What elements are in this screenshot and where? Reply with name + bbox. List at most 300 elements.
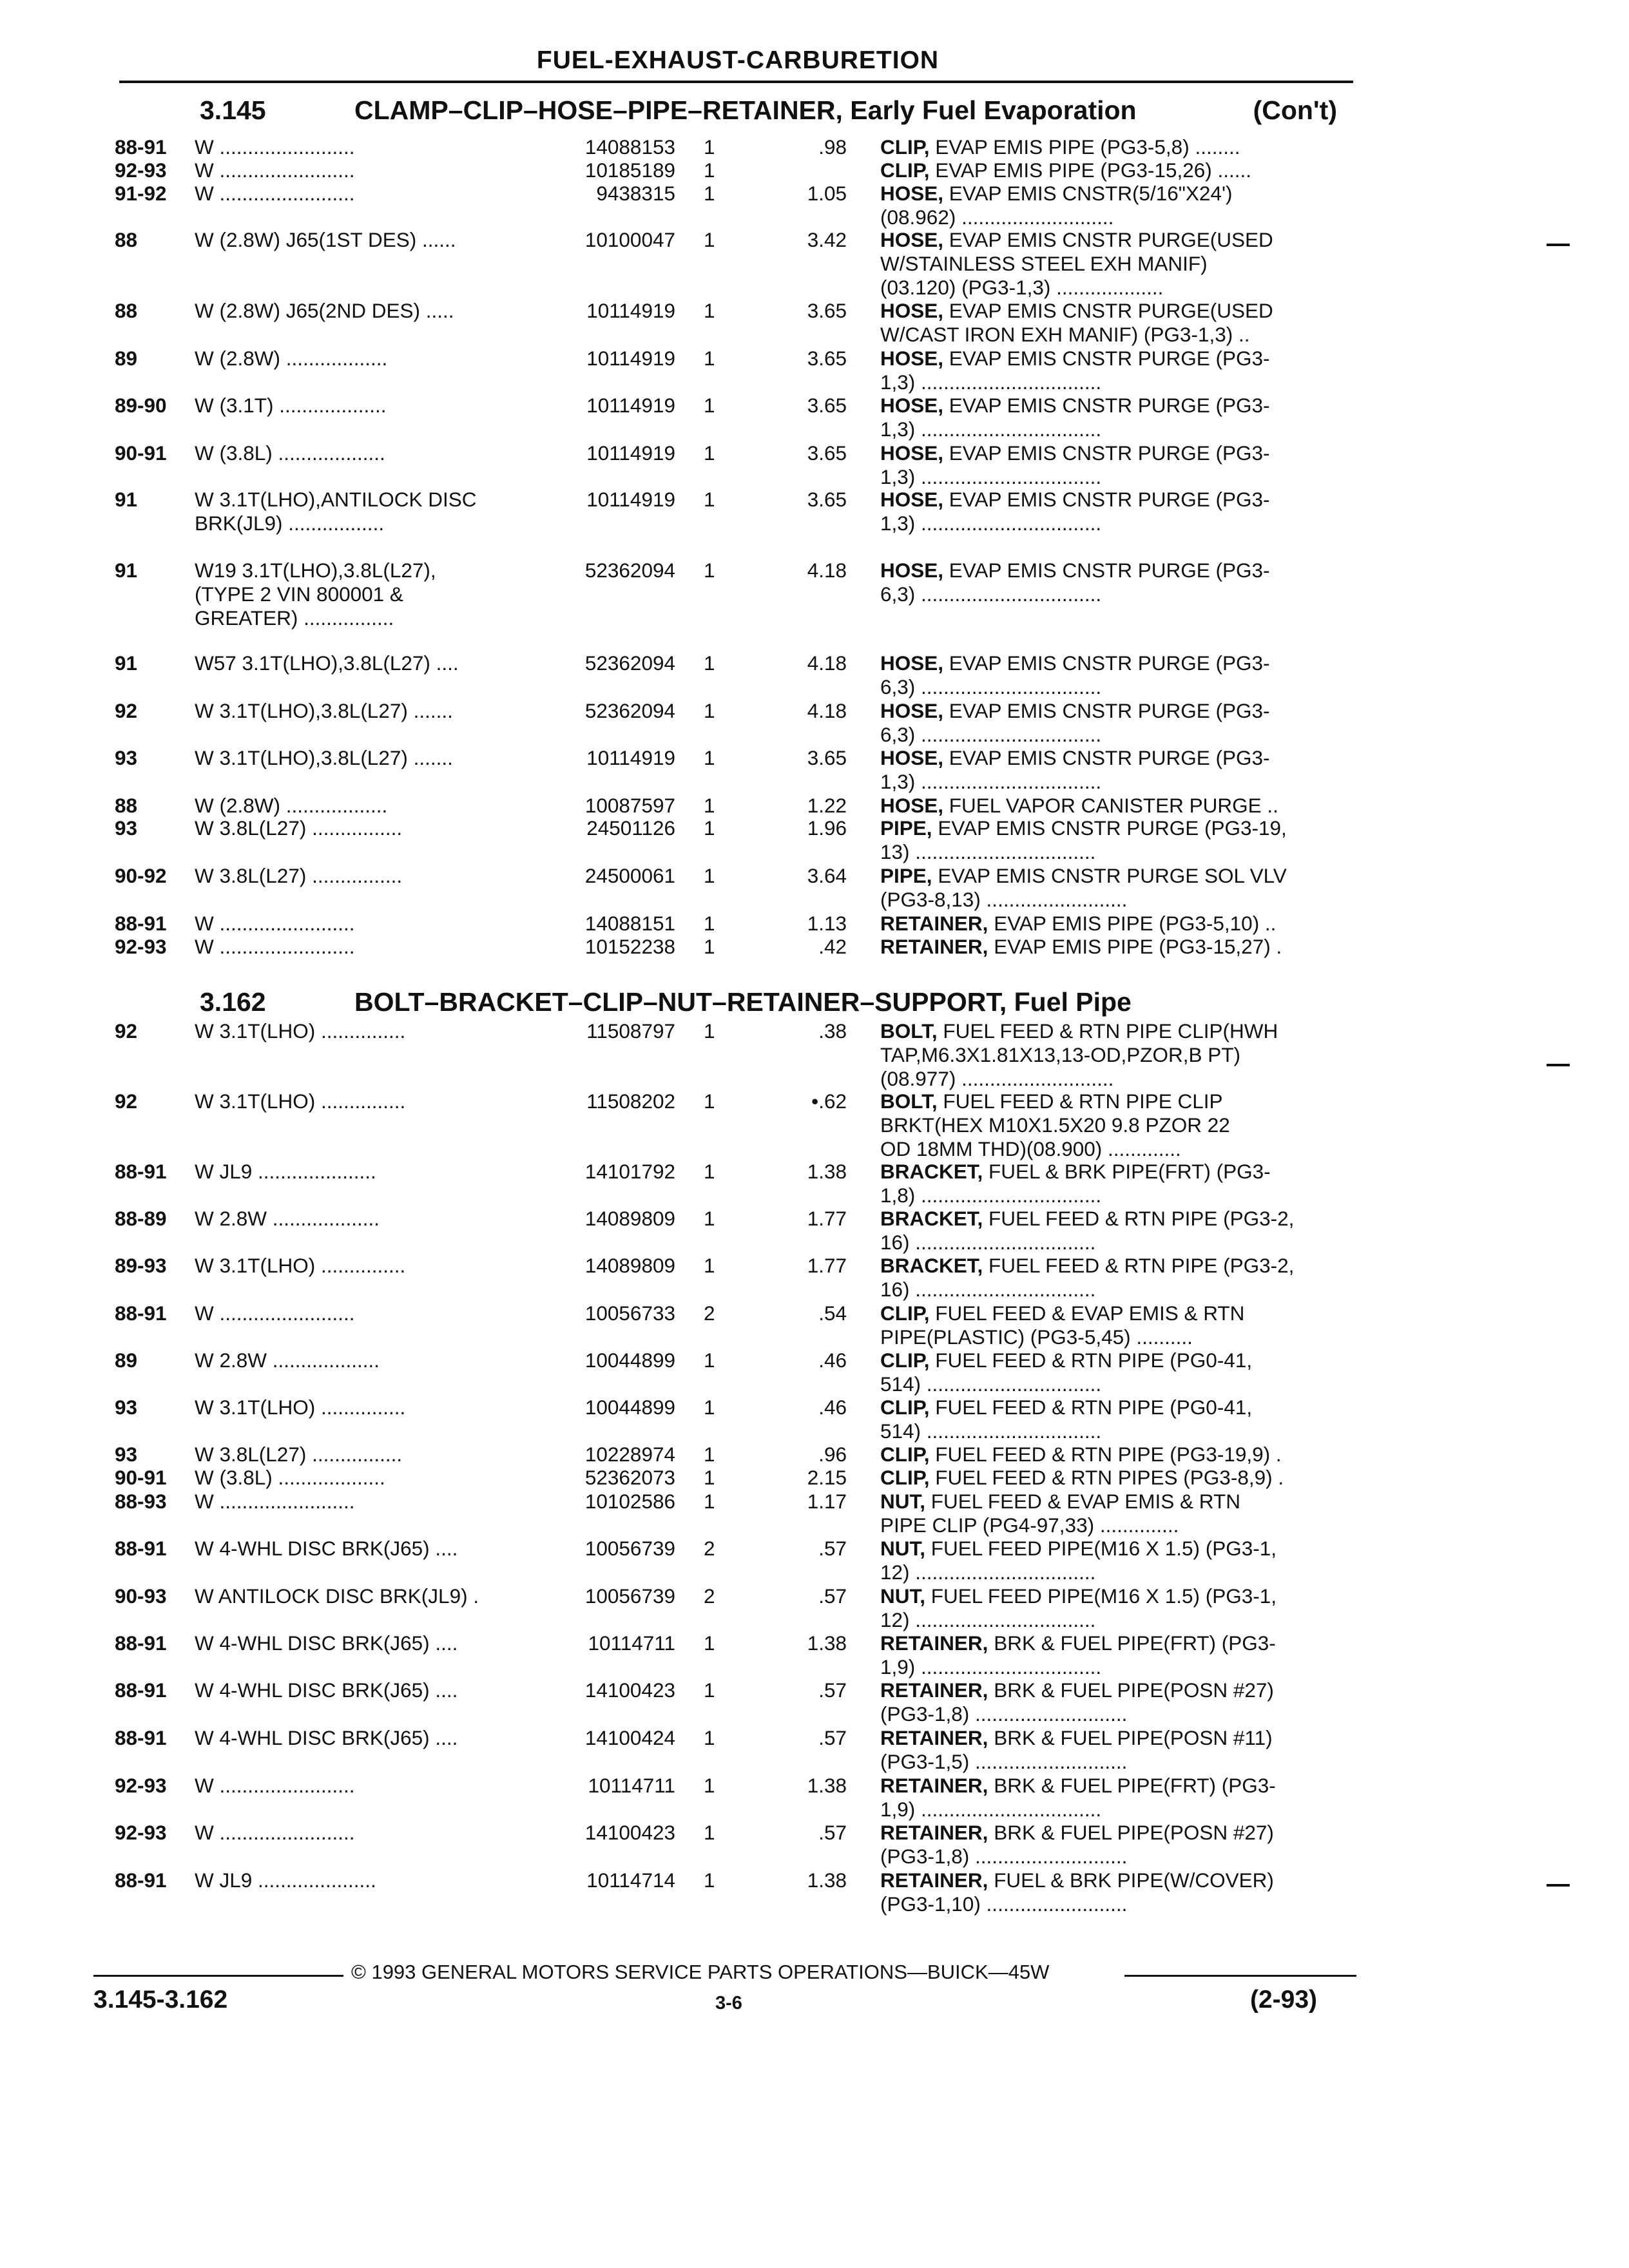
- part-description: [880, 559, 1358, 606]
- quantity: 1: [704, 1160, 715, 1183]
- part-description: [880, 1443, 1358, 1466]
- part-number: 10114919: [586, 394, 675, 417]
- part-description-text: EVAP EMIS CNSTR PURGE (PG3- 6,3) ................................: [880, 559, 1270, 606]
- application: W ........................: [195, 135, 355, 159]
- part-description-text: BRK & FUEL PIPE(FRT) (PG3- 1,9) ................................: [880, 1631, 1276, 1678]
- part-description: [880, 159, 1358, 182]
- model-years: 88: [115, 228, 138, 251]
- part-description-text: FUEL FEED & EVAP EMIS & RTN PIPE CLIP (PG4-97,33) ..............: [880, 1490, 1240, 1537]
- quantity: 2: [704, 1584, 715, 1608]
- part-description: [880, 1678, 1358, 1726]
- footer-rule-right: [1124, 1975, 1356, 1977]
- part-name: RETAINER,: [880, 1869, 988, 1892]
- part-description-text: EVAP EMIS CNSTR PURGE (PG3- 6,3) ................................: [880, 699, 1270, 746]
- application: W (2.8W) J65(1ST DES) ......: [195, 228, 456, 251]
- model-years: 88-91: [115, 1631, 167, 1655]
- price: 1.17: [807, 1490, 847, 1513]
- part-description-text: EVAP EMIS CNSTR PURGE (PG3- 6,3) ................................: [880, 651, 1270, 698]
- part-name: BOLT,: [880, 1019, 938, 1043]
- application: W 4-WHL DISC BRK(J65) ....: [195, 1631, 458, 1655]
- part-description: [880, 1584, 1358, 1632]
- application: W JL9 .....................: [195, 1160, 376, 1183]
- quantity: 1: [704, 394, 715, 417]
- application: W (3.8L) ...................: [195, 441, 385, 465]
- part-description: [880, 1349, 1358, 1396]
- quantity: 1: [704, 159, 715, 182]
- model-years: 93: [115, 816, 138, 840]
- price: 1.77: [807, 1207, 847, 1230]
- model-years: 92-93: [115, 1821, 167, 1844]
- application: W57 3.1T(LHO),3.8L(L27) ....: [195, 651, 459, 675]
- part-description: [880, 347, 1358, 394]
- price: 3.65: [807, 299, 847, 322]
- footer-copyright: © 1993 GENERAL MOTORS SERVICE PARTS OPERATIONS—BUICK—45W: [351, 1961, 1050, 1983]
- part-description-text: FUEL & BRK PIPE(W/COVER) (PG3-1,10) .........................: [880, 1869, 1274, 1916]
- price: .57: [818, 1584, 847, 1608]
- part-description-text: EVAP EMIS CNSTR PURGE (PG3- 1,3) ................................: [880, 347, 1270, 394]
- model-years: 93: [115, 746, 138, 769]
- model-years: 92: [115, 1090, 138, 1113]
- part-description-text: EVAP EMIS PIPE (PG3-15,27) .: [994, 935, 1282, 958]
- footer-section-range: 3.145-3.162: [93, 1986, 228, 2013]
- quantity: 1: [704, 935, 715, 958]
- model-years: 88-91: [115, 1302, 167, 1325]
- quantity: 1: [704, 441, 715, 465]
- quantity: 1: [704, 1254, 715, 1277]
- part-name: CLIP,: [880, 1443, 930, 1466]
- quantity: 1: [704, 1631, 715, 1655]
- part-number: 14088153: [584, 135, 675, 159]
- price: .57: [818, 1726, 847, 1749]
- application: W19 3.1T(LHO),3.8L(L27), (TYPE 2 VIN 800001 & GREATER) ................: [195, 559, 436, 629]
- part-description-text: BRK & FUEL PIPE(POSN #11) (PG3-1,5) ...........................: [880, 1726, 1273, 1773]
- part-name: CLIP,: [880, 1396, 930, 1419]
- part-description: [880, 1090, 1358, 1161]
- model-years: 92: [115, 1019, 138, 1043]
- model-years: 88-91: [115, 135, 167, 159]
- quantity: 1: [704, 816, 715, 840]
- price: 3.65: [807, 394, 847, 417]
- part-name: NUT,: [880, 1584, 925, 1608]
- model-years: 88-89: [115, 1207, 167, 1230]
- section-heading: [200, 95, 1337, 129]
- part-description-text: FUEL FEED & RTN PIPE (PG3-2, 16) ................................: [880, 1254, 1295, 1301]
- model-years: 88-91: [115, 1160, 167, 1183]
- part-description-text: BRK & FUEL PIPE(FRT) (PG3- 1,9) ................................: [880, 1774, 1276, 1821]
- part-name: HOSE,: [880, 441, 944, 465]
- application: W 2.8W ...................: [195, 1207, 380, 1230]
- model-years: 89-90: [115, 394, 167, 417]
- price: .54: [818, 1302, 847, 1325]
- application: W ........................: [195, 935, 355, 958]
- part-description: [880, 651, 1358, 699]
- part-description: [880, 935, 1358, 959]
- part-description: [880, 746, 1358, 794]
- part-description-text: EVAP EMIS CNSTR PURGE (PG3-19, 13) ................................: [880, 816, 1287, 863]
- application: W 3.1T(LHO) ...............: [195, 1019, 406, 1043]
- application: W 3.1T(LHO) ...............: [195, 1396, 406, 1419]
- model-years: 92-93: [115, 159, 167, 182]
- model-years: 91: [115, 651, 138, 675]
- quantity: 1: [704, 794, 715, 817]
- application: W 3.1T(LHO),ANTILOCK DISC BRK(JL9) .................: [195, 488, 477, 535]
- quantity: 1: [704, 1726, 715, 1749]
- part-number: 10114919: [586, 441, 675, 465]
- part-description: [880, 488, 1358, 535]
- part-description: [880, 1774, 1358, 1821]
- part-number: 14100423: [584, 1678, 675, 1702]
- price: .57: [818, 1537, 847, 1560]
- part-number: 10114919: [586, 299, 675, 322]
- part-number: 10100047: [584, 228, 675, 251]
- quantity: 1: [704, 699, 715, 722]
- section-heading: [200, 987, 1337, 1021]
- part-name: HOSE,: [880, 394, 944, 417]
- model-years: 92-93: [115, 1774, 167, 1797]
- model-years: 92: [115, 699, 138, 722]
- quantity: 1: [704, 299, 715, 322]
- application: W (3.1T) ...................: [195, 394, 387, 417]
- part-name: PIPE,: [880, 816, 932, 840]
- part-description-text: FUEL FEED & RTN PIPE (PG0-41, 514) ...............................: [880, 1349, 1253, 1396]
- part-number: 10044899: [584, 1396, 675, 1419]
- application: W ........................: [195, 1302, 355, 1325]
- model-years: 90-92: [115, 864, 167, 887]
- footer-page-number: 3-6: [715, 1993, 742, 2013]
- part-description-text: EVAP EMIS CNSTR(5/16"X24') (08.962) ...........................: [880, 182, 1233, 229]
- part-description-text: EVAP EMIS CNSTR PURGE SOL VLV (PG3-8,13) .........................: [880, 864, 1287, 911]
- price: .96: [818, 1443, 847, 1466]
- model-years: 90-93: [115, 1584, 167, 1608]
- model-years: 92-93: [115, 935, 167, 958]
- part-name: NUT,: [880, 1537, 925, 1560]
- quantity: 1: [704, 1869, 715, 1892]
- part-number: 10114919: [586, 347, 675, 370]
- quantity: 1: [704, 746, 715, 769]
- part-description-text: FUEL FEED & RTN PIPES (PG3-8,9) .: [935, 1466, 1284, 1489]
- part-number: 10087597: [584, 794, 675, 817]
- application: W 3.1T(LHO),3.8L(L27) .......: [195, 746, 453, 769]
- application: W 4-WHL DISC BRK(J65) ....: [195, 1537, 458, 1560]
- model-years: 90-91: [115, 1466, 167, 1489]
- application: W (2.8W) ..................: [195, 347, 388, 370]
- section-number: 3.162: [200, 987, 266, 1017]
- part-description: [880, 1019, 1358, 1091]
- part-name: BRACKET,: [880, 1207, 983, 1230]
- part-description: [880, 794, 1358, 818]
- part-number: 52362073: [584, 1466, 675, 1489]
- price: 3.65: [807, 746, 847, 769]
- quantity: 1: [704, 1019, 715, 1043]
- quantity: 1: [704, 1443, 715, 1466]
- part-description: [880, 135, 1358, 159]
- price: 3.65: [807, 488, 847, 511]
- application: W ........................: [195, 1821, 355, 1844]
- application: W (2.8W) ..................: [195, 794, 388, 817]
- part-description: [880, 182, 1358, 229]
- part-number: 10044899: [584, 1349, 675, 1372]
- model-years: 90-91: [115, 441, 167, 465]
- price: 4.18: [807, 651, 847, 675]
- part-description-text: FUEL FEED & RTN PIPE CLIP(HWH TAP,M6.3X1.81X13,13-OD,PZOR,B PT) (08.977) ...........................: [880, 1019, 1278, 1090]
- part-name: BRACKET,: [880, 1254, 983, 1277]
- application: W ANTILOCK DISC BRK(JL9) .: [195, 1584, 479, 1608]
- part-description: [880, 1490, 1358, 1537]
- application: W 3.8L(L27) ................: [195, 1443, 403, 1466]
- quantity: 2: [704, 1537, 715, 1560]
- model-years: 88: [115, 299, 138, 322]
- footer-rule-left: [93, 1975, 343, 1977]
- part-description: [880, 394, 1358, 441]
- part-number: 52362094: [584, 559, 675, 582]
- application: W 2.8W ...................: [195, 1349, 380, 1372]
- application: W 3.8L(L27) ................: [195, 864, 403, 887]
- part-name: RETAINER,: [880, 935, 988, 958]
- part-description: [880, 1302, 1358, 1349]
- application: W ........................: [195, 912, 355, 935]
- model-years: 89: [115, 347, 138, 370]
- model-years: 93: [115, 1443, 138, 1466]
- price: .46: [818, 1349, 847, 1372]
- price: 1.38: [807, 1869, 847, 1892]
- quantity: 1: [704, 1678, 715, 1702]
- quantity: 1: [704, 1349, 715, 1372]
- part-description: [880, 1396, 1358, 1443]
- price: 1.77: [807, 1254, 847, 1277]
- part-name: NUT,: [880, 1490, 925, 1513]
- part-description: [880, 1254, 1358, 1302]
- part-name: HOSE,: [880, 347, 944, 370]
- part-description-text: BRK & FUEL PIPE(POSN #27) (PG3-1,8) ...........................: [880, 1678, 1274, 1725]
- price: 3.65: [807, 347, 847, 370]
- application: W 3.8L(L27) ................: [195, 816, 403, 840]
- part-number: 10152238: [584, 935, 675, 958]
- part-number: 10056739: [584, 1584, 675, 1608]
- part-description-text: BRK & FUEL PIPE(POSN #27) (PG3-1,8) ...........................: [880, 1821, 1274, 1868]
- page-title: FUEL-EXHAUST-CARBURETION: [536, 46, 940, 74]
- part-number: 9438315: [596, 182, 675, 205]
- part-name: HOSE,: [880, 299, 944, 322]
- part-name: HOSE,: [880, 182, 944, 205]
- part-description-text: FUEL & BRK PIPE(FRT) (PG3- 1,8) ................................: [880, 1160, 1271, 1207]
- price: 1.05: [807, 182, 847, 205]
- price: .57: [818, 1678, 847, 1702]
- quantity: 1: [704, 559, 715, 582]
- part-description-text: FUEL FEED & RTN PIPE (PG3-19,9) .: [935, 1443, 1282, 1466]
- part-number: 52362094: [584, 651, 675, 675]
- part-name: RETAINER,: [880, 1726, 988, 1749]
- part-name: RETAINER,: [880, 1678, 988, 1702]
- application: W ........................: [195, 159, 355, 182]
- application: W ........................: [195, 182, 355, 205]
- price: .98: [818, 135, 847, 159]
- part-number: 10114919: [586, 746, 675, 769]
- quantity: 1: [704, 1090, 715, 1113]
- price: 1.96: [807, 816, 847, 840]
- part-description: [880, 1207, 1358, 1254]
- part-description-text: EVAP EMIS PIPE (PG3-15,26) ......: [935, 159, 1251, 182]
- quantity: 1: [704, 347, 715, 370]
- part-description-text: EVAP EMIS CNSTR PURGE (PG3- 1,3) ................................: [880, 746, 1270, 793]
- part-number: 11508202: [586, 1090, 675, 1113]
- part-description: [880, 1537, 1358, 1584]
- part-number: 14088151: [584, 912, 675, 935]
- part-name: HOSE,: [880, 651, 944, 675]
- part-name: HOSE,: [880, 228, 944, 251]
- quantity: 1: [704, 864, 715, 887]
- price: .57: [818, 1821, 847, 1844]
- model-years: 91: [115, 559, 138, 582]
- quantity: 1: [704, 1466, 715, 1489]
- price: 3.64: [807, 864, 847, 887]
- quantity: 1: [704, 182, 715, 205]
- part-number: 14089809: [584, 1254, 675, 1277]
- model-years: 91-92: [115, 182, 167, 205]
- part-number: 24500061: [584, 864, 675, 887]
- price: 2.15: [807, 1466, 847, 1489]
- part-description-text: EVAP EMIS PIPE (PG3-5,8) ........: [935, 135, 1240, 159]
- part-number: 14101792: [584, 1160, 675, 1183]
- application: W 3.1T(LHO) ...............: [195, 1090, 406, 1113]
- part-name: RETAINER,: [880, 1821, 988, 1844]
- part-description-text: EVAP EMIS CNSTR PURGE (PG3- 1,3) ................................: [880, 488, 1270, 535]
- part-description-text: FUEL FEED & EVAP EMIS & RTN PIPE(PLASTIC) (PG3-5,45) ..........: [880, 1302, 1245, 1349]
- price: 4.18: [807, 699, 847, 722]
- price: 1.22: [807, 794, 847, 817]
- model-years: 91: [115, 488, 138, 511]
- part-description-text: EVAP EMIS CNSTR PURGE(USED W/CAST IRON EXH MANIF) (PG3-1,3) ..: [880, 299, 1273, 346]
- model-years: 88: [115, 794, 138, 817]
- section-number: 3.145: [200, 95, 266, 125]
- part-description-text: EVAP EMIS CNSTR PURGE (PG3- 1,3) ................................: [880, 394, 1270, 441]
- part-name: BOLT,: [880, 1090, 938, 1113]
- part-number: 10114711: [588, 1774, 675, 1797]
- part-number: 14100423: [584, 1821, 675, 1844]
- model-years: 89-93: [115, 1254, 167, 1277]
- part-description-text: FUEL FEED & RTN PIPE (PG3-2, 16) ................................: [880, 1207, 1295, 1254]
- part-number: 14089809: [584, 1207, 675, 1230]
- quantity: 1: [704, 1207, 715, 1230]
- part-description-text: EVAP EMIS CNSTR PURGE (PG3- 1,3) ................................: [880, 441, 1270, 488]
- part-number: 10114711: [588, 1631, 675, 1655]
- margin-tick: [1547, 1064, 1570, 1066]
- application: W 4-WHL DISC BRK(J65) ....: [195, 1678, 458, 1702]
- part-description-text: EVAP EMIS CNSTR PURGE(USED W/STAINLESS STEEL EXH MANIF) (03.120) (PG3-1,3) ...................: [880, 228, 1273, 299]
- part-description: [880, 864, 1358, 912]
- header-rule: [119, 81, 1353, 83]
- part-description: [880, 816, 1358, 864]
- part-description: [880, 1160, 1358, 1207]
- part-description: [880, 1869, 1358, 1916]
- part-name: HOSE,: [880, 699, 944, 722]
- part-name: RETAINER,: [880, 912, 988, 935]
- part-description: [880, 441, 1358, 489]
- quantity: 1: [704, 228, 715, 251]
- quantity: 1: [704, 912, 715, 935]
- part-name: CLIP,: [880, 1349, 930, 1372]
- part-description: [880, 299, 1358, 347]
- part-number: 10056733: [584, 1302, 675, 1325]
- quantity: 1: [704, 135, 715, 159]
- part-name: RETAINER,: [880, 1774, 988, 1797]
- application: W (3.8L) ...................: [195, 1466, 385, 1489]
- price: 1.38: [807, 1160, 847, 1183]
- price: 1.38: [807, 1774, 847, 1797]
- model-years: 88-91: [115, 912, 167, 935]
- quantity: 1: [704, 1774, 715, 1797]
- part-name: HOSE,: [880, 559, 944, 582]
- part-number: 14100424: [584, 1726, 675, 1749]
- part-description: [880, 228, 1358, 300]
- price: .38: [818, 1019, 847, 1043]
- model-years: 88-91: [115, 1678, 167, 1702]
- part-description-text: FUEL VAPOR CANISTER PURGE ..: [949, 794, 1278, 817]
- model-years: 88-91: [115, 1726, 167, 1749]
- part-description-text: EVAP EMIS PIPE (PG3-5,10) ..: [994, 912, 1277, 935]
- part-name: HOSE,: [880, 746, 944, 769]
- price: 4.18: [807, 559, 847, 582]
- model-years: 88-91: [115, 1537, 167, 1560]
- section-category: CLAMP–CLIP–HOSE–PIPE–RETAINER, Early Fuel Evaporation: [354, 95, 1137, 125]
- part-description: [880, 912, 1358, 936]
- part-number: 10102586: [584, 1490, 675, 1513]
- part-description: [880, 1726, 1358, 1774]
- part-description: [880, 1631, 1358, 1679]
- part-description: [880, 1466, 1358, 1490]
- application: W 3.1T(LHO) ...............: [195, 1254, 406, 1277]
- price: 1.13: [807, 912, 847, 935]
- section-continued: (Con't): [1253, 95, 1337, 125]
- section-category: BOLT–BRACKET–CLIP–NUT–RETAINER–SUPPORT, Fuel Pipe: [354, 987, 1132, 1017]
- part-number: 10185189: [584, 159, 675, 182]
- quantity: 1: [704, 488, 715, 511]
- application: W 3.1T(LHO),3.8L(L27) .......: [195, 699, 453, 722]
- application: W 4-WHL DISC BRK(J65) ....: [195, 1726, 458, 1749]
- quantity: 2: [704, 1302, 715, 1325]
- part-name: CLIP,: [880, 135, 930, 159]
- model-years: 93: [115, 1396, 138, 1419]
- quantity: 1: [704, 1396, 715, 1419]
- price: 1.38: [807, 1631, 847, 1655]
- footer-date: (2-93): [1250, 1986, 1318, 2013]
- part-name: HOSE,: [880, 794, 944, 817]
- part-number: 52362094: [584, 699, 675, 722]
- margin-tick: [1547, 1884, 1570, 1887]
- model-years: 88-93: [115, 1490, 167, 1513]
- quantity: 1: [704, 651, 715, 675]
- part-name: BRACKET,: [880, 1160, 983, 1183]
- margin-tick: [1547, 244, 1570, 246]
- part-number: 24501126: [586, 816, 675, 840]
- part-name: HOSE,: [880, 488, 944, 511]
- price: •.62: [811, 1090, 847, 1113]
- part-number: 10114714: [586, 1869, 675, 1892]
- price: .46: [818, 1396, 847, 1419]
- part-name: CLIP,: [880, 1466, 930, 1489]
- model-years: 89: [115, 1349, 138, 1372]
- part-name: RETAINER,: [880, 1631, 988, 1655]
- price: 3.65: [807, 441, 847, 465]
- price: 3.42: [807, 228, 847, 251]
- part-name: CLIP,: [880, 159, 930, 182]
- part-description-text: FUEL FEED & RTN PIPE (PG0-41, 514) ...............................: [880, 1396, 1253, 1443]
- application: W JL9 .....................: [195, 1869, 376, 1892]
- part-description: [880, 1821, 1358, 1869]
- price: .42: [818, 935, 847, 958]
- application: W ........................: [195, 1490, 355, 1513]
- part-number: 10228974: [584, 1443, 675, 1466]
- part-number: 10056739: [584, 1537, 675, 1560]
